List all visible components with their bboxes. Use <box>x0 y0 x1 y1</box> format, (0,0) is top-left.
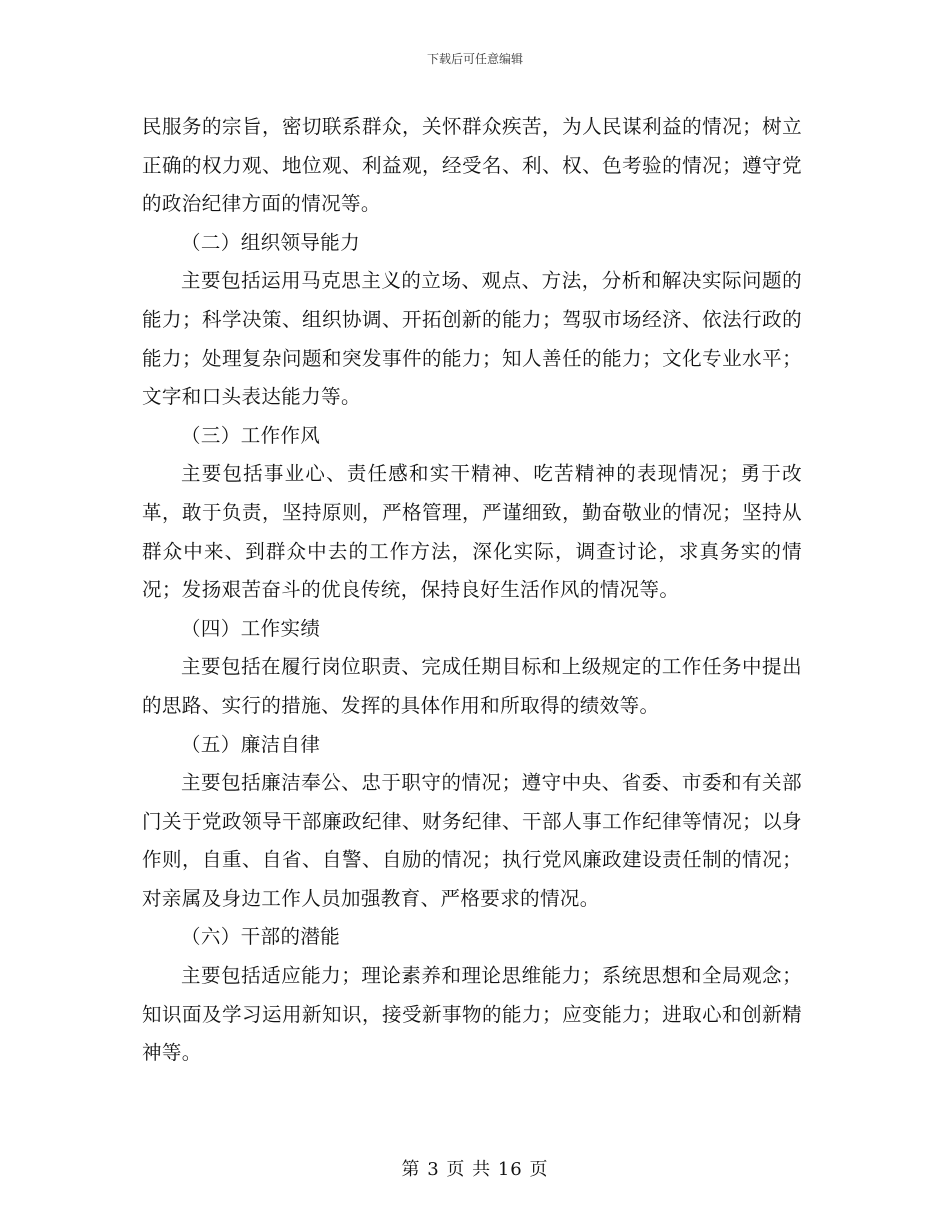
section-heading-achievements: （四）工作实绩 <box>181 616 321 640</box>
section-heading-integrity: （五）廉洁自律 <box>181 732 321 756</box>
paragraph-work-style: 主要包括事业心、责任感和实干精神、吃苦精神的表现情况；勇于改革，敢于负责，坚持原则，严格管理，严谨细致，勤奋敬业的情况；坚持从群众中来、到群众中去的工作方法，深化实际，调查讨论，求真务实的情况；发扬艰苦奋斗的优良传统，保持良好生活作风的情况等。 <box>142 462 802 602</box>
paragraph-potential: 主要包括适应能力；理论素养和理论思维能力；系统思想和全局观念；知识面及学习运用新知识，接受新事物的能力；应变能力；进取心和创新精神等。 <box>142 964 802 1065</box>
paragraph-integrity: 主要包括廉洁奉公、忠于职守的情况；遵守中央、省委、市委和有关部门关于党政领导干部廉政纪律、财务纪律、干部人事工作纪律等情况；以身作则，自重、自省、自警、自励的情况；执行党风廉政建设责任制的情况；对亲属及身边工作人员加强教育、严格要求的情况。 <box>142 771 802 910</box>
paragraph-party-spirit-continued: 民服务的宗旨，密切联系群众，关怀群众疾苦，为人民谋利益的情况；树立正确的权力观、地位观、利益观，经受名、利、权、色考验的情况；遵守党的政治纪律方面的情况等。 <box>142 115 802 216</box>
paragraph-leadership: 主要包括运用马克思主义的立场、观点、方法，分析和解决实际问题的能力；科学决策、组织协调、开拓创新的能力；驾驭市场经济、依法行政的能力；处理复杂问题和突发事件的能力；知人善任的能力；文化专业水平；文字和口头表达能力等。 <box>142 269 802 409</box>
section-heading-work-style: （三）工作作风 <box>181 423 321 447</box>
paragraph-achievements: 主要包括在履行岗位职责、完成任期目标和上级规定的工作任务中提出的思路、实行的措施、发挥的具体作用和所取得的绩效等。 <box>142 655 802 717</box>
document-body <box>142 108 802 1073</box>
header-note: 下载后可任意编辑 <box>426 52 523 66</box>
section-heading-potential: （六）干部的潜能 <box>181 925 341 949</box>
section-heading-leadership: （二）组织领导能力 <box>181 230 361 254</box>
page-number-footer: 第 3 页 共 16 页 <box>401 1159 549 1180</box>
